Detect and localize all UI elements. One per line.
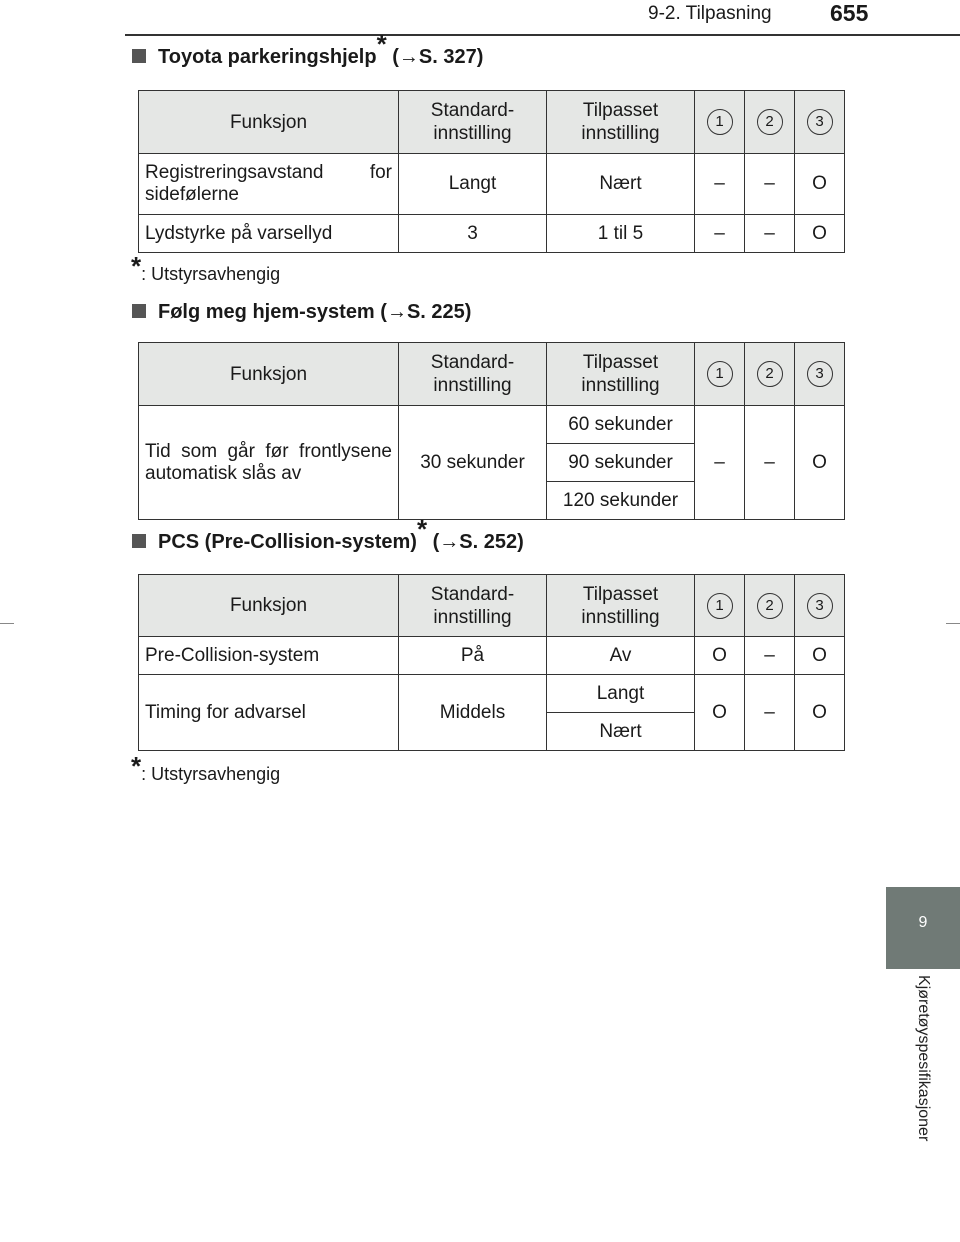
page-reference: (→S. 225) bbox=[380, 301, 472, 323]
table-row bbox=[139, 637, 845, 675]
page-number: 655 bbox=[830, 0, 869, 26]
header-col1 bbox=[695, 91, 745, 154]
footnote-text: : Utstyrsavhengig bbox=[141, 264, 281, 284]
cell-col2: – bbox=[745, 215, 795, 253]
footnote bbox=[131, 751, 281, 785]
header-custom: Tilpasset innstilling bbox=[547, 343, 695, 406]
crop-mark-left bbox=[0, 623, 14, 624]
chapter-tab bbox=[886, 887, 960, 969]
section-title-text: PCS (Pre-Collision-system) bbox=[158, 531, 417, 553]
header-col3 bbox=[795, 91, 845, 154]
section-title-parking bbox=[132, 29, 484, 69]
cell-custom: 120 sekunder bbox=[547, 482, 695, 520]
cell-function: Registreringsavstand for sidefølerne bbox=[139, 154, 399, 215]
chapter-label bbox=[886, 975, 960, 1195]
cell-custom: 60 sekunder bbox=[547, 406, 695, 444]
cell-custom: Langt bbox=[547, 675, 695, 713]
cell-default: 30 sekunder bbox=[399, 406, 547, 520]
square-bullet-icon bbox=[132, 49, 146, 63]
number-2-icon: 2 bbox=[757, 361, 783, 387]
number-2-icon: 2 bbox=[757, 109, 783, 135]
section-title-follow-me-home bbox=[132, 301, 471, 324]
settings-table-follow-me-home bbox=[138, 342, 845, 520]
cell-function: Lydstyrke på varsellyd bbox=[139, 215, 399, 253]
square-bullet-icon bbox=[132, 534, 146, 548]
cell-col2: – bbox=[745, 406, 795, 520]
header-default: Standard-innstilling bbox=[399, 91, 547, 154]
header-rule bbox=[125, 34, 960, 36]
header-custom: Tilpasset innstilling bbox=[547, 575, 695, 637]
settings-table-pcs bbox=[138, 574, 845, 751]
number-1-icon: 1 bbox=[707, 593, 733, 619]
cell-default: På bbox=[399, 637, 547, 675]
cell-custom: Av bbox=[547, 637, 695, 675]
footnote bbox=[131, 251, 281, 285]
number-1-icon: 1 bbox=[707, 361, 733, 387]
cell-custom: Nært bbox=[547, 713, 695, 751]
footnote-asterisk: * bbox=[131, 751, 142, 781]
header-col2 bbox=[745, 343, 795, 406]
table-header-row bbox=[139, 575, 845, 637]
cell-custom: 1 til 5 bbox=[547, 215, 695, 253]
section-header: 9-2. Tilpasning bbox=[648, 3, 772, 24]
section-title-pcs bbox=[132, 514, 524, 554]
cell-function: Pre-Collision-system bbox=[139, 637, 399, 675]
cell-function: Timing for advarsel bbox=[139, 675, 399, 751]
cell-col1: O bbox=[695, 637, 745, 675]
table-row bbox=[139, 215, 845, 253]
cell-col3: O bbox=[795, 154, 845, 215]
footnote-text: : Utstyrsavhengig bbox=[141, 764, 281, 784]
header-custom: Tilpasset innstilling bbox=[547, 91, 695, 154]
cell-default: 3 bbox=[399, 215, 547, 253]
cell-col3: O bbox=[795, 406, 845, 520]
cell-col2: – bbox=[745, 675, 795, 751]
header-default: Standard-innstilling bbox=[399, 575, 547, 637]
table-row bbox=[139, 154, 845, 215]
header-function: Funksjon bbox=[139, 575, 399, 637]
cell-col1: – bbox=[695, 406, 745, 520]
cell-custom: Nært bbox=[547, 154, 695, 215]
cell-custom: 90 sekunder bbox=[547, 444, 695, 482]
table-header-row bbox=[139, 91, 845, 154]
chapter-title: Kjøretøyspesifikasjoner bbox=[915, 975, 932, 1142]
page-reference: (→S. 327) bbox=[392, 46, 484, 68]
chapter-number: 9 bbox=[918, 914, 928, 931]
table-row bbox=[139, 675, 845, 713]
cell-col1: O bbox=[695, 675, 745, 751]
cell-col3: O bbox=[795, 215, 845, 253]
header-col3 bbox=[795, 343, 845, 406]
cell-default: Middels bbox=[399, 675, 547, 751]
cell-default: Langt bbox=[399, 154, 547, 215]
section-title-text: Følg meg hjem-system bbox=[158, 301, 375, 323]
section-title-text: Toyota parkeringshjelp bbox=[158, 46, 377, 68]
header-function: Funksjon bbox=[139, 343, 399, 406]
asterisk: * bbox=[376, 29, 387, 60]
square-bullet-icon bbox=[132, 304, 146, 318]
cell-col1: – bbox=[695, 215, 745, 253]
cell-col2: – bbox=[745, 154, 795, 215]
crop-mark-right bbox=[946, 623, 960, 624]
table-row bbox=[139, 406, 845, 444]
number-3-icon: 3 bbox=[807, 593, 833, 619]
header-col1 bbox=[695, 575, 745, 637]
settings-table-parking bbox=[138, 90, 845, 253]
cell-col3: O bbox=[795, 637, 845, 675]
header-col2 bbox=[745, 575, 795, 637]
number-2-icon: 2 bbox=[757, 593, 783, 619]
asterisk: * bbox=[416, 514, 428, 545]
header-function: Funksjon bbox=[139, 91, 399, 154]
page-reference: (→S. 252) bbox=[432, 531, 524, 553]
number-1-icon: 1 bbox=[707, 109, 733, 135]
header-col3 bbox=[795, 575, 845, 637]
cell-col3: O bbox=[795, 675, 845, 751]
header-default: Standard-innstilling bbox=[399, 343, 547, 406]
header-col2 bbox=[745, 91, 795, 154]
table-header-row bbox=[139, 343, 845, 406]
footnote-asterisk: * bbox=[131, 251, 142, 281]
number-3-icon: 3 bbox=[807, 109, 833, 135]
cell-function: Tid som går før frontlysene automatisk slås av bbox=[139, 406, 399, 520]
cell-col2: – bbox=[745, 637, 795, 675]
number-3-icon: 3 bbox=[807, 361, 833, 387]
cell-col1: – bbox=[695, 154, 745, 215]
header-col1 bbox=[695, 343, 745, 406]
